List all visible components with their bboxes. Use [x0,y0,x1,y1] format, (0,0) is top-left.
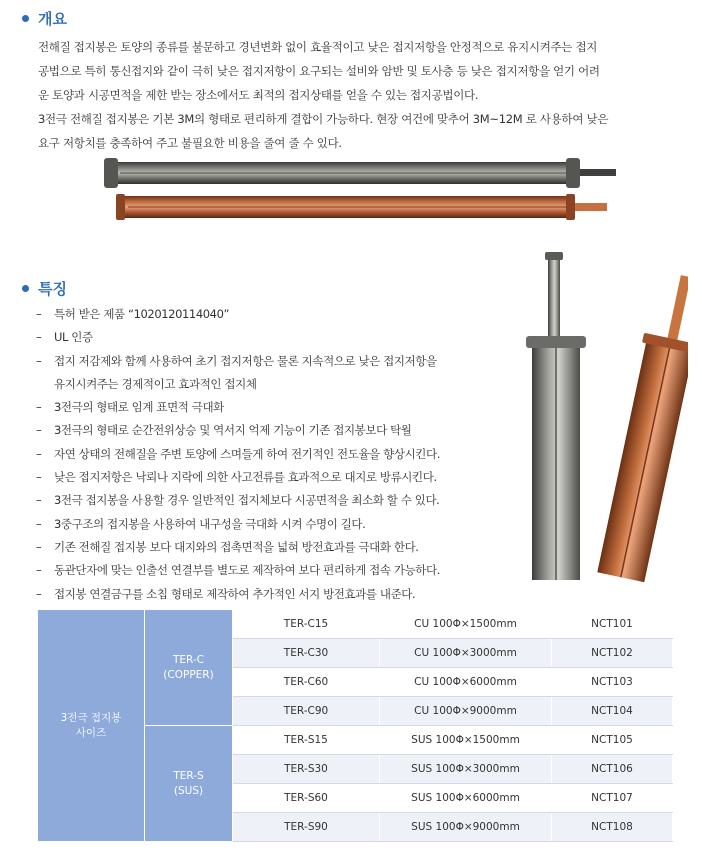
dash-marker: – [36,539,42,554]
code-cell: NCT102 [552,639,673,668]
dash-marker: – [36,353,42,368]
dash-marker: – [36,330,42,345]
group-header-sus [145,726,233,842]
text-line: 운 토양과 시공면적을 제한 받는 장소에서도 최적의 접지상태를 얻을 수 있는 접지공법이다. [38,88,479,102]
dash-marker: – [36,586,42,601]
dash-marker: – [36,423,42,438]
feature-text: 3전극 접지봉을 사용할 경우 일반적인 접지체보다 시공면적을 최소화 할 수 있다. [54,493,440,508]
list-item [36,303,506,326]
list-item [36,326,506,349]
model-cell: TER-C60 [233,668,380,697]
text-line: 공법으로 특히 통신접지와 같이 극히 낮은 접지저항이 요구되는 설비와 암반 및 토사층 등 낮은 접지저항을 얻기 어려 [38,64,600,78]
feature-text: 유지시켜주는 경제적이고 효과적인 접지체 [54,376,257,391]
text-line: 3전극 전해질 접지봉은 기본 3M의 형태로 편리하게 결합이 가능하다. 현장 여건에 맞추어 3M~12M 로 사용하여 낮은 [38,112,609,126]
list-item [36,583,506,606]
list-item [36,350,506,373]
spec-cell: SUS 100Φ×9000mm [380,813,552,842]
feature-text: 자연 상태의 전해질을 주변 토양에 스며들게 하여 전기적인 전도율을 향상시킨다. [54,446,440,461]
code-cell: NCT106 [552,755,673,784]
dash-marker: – [36,470,42,485]
vertical-rods-image [518,248,688,583]
spec-cell: SUS 100Φ×1500mm [380,726,552,755]
header-line: 3전극 접지봉 [60,711,122,724]
dash-marker: – [36,307,42,321]
list-item [36,419,506,442]
group-label-line: (COPPER) [163,668,214,681]
table-row [38,610,673,639]
feature-text: 낮은 접지저항은 낙뢰나 지락에 의한 사고전류를 효과적으로 대지로 방류시킨다. [54,470,437,485]
group-header-copper [145,610,233,726]
group-label-line: TER-C [172,653,205,666]
horizontal-rods-image [100,152,620,232]
spec-cell: CU 100Φ×6000mm [380,668,552,697]
code-cell: NCT107 [552,784,673,813]
bullet-dot-icon [22,285,29,292]
code-cell: NCT104 [552,697,673,726]
spec-cell: CU 100Φ×3000mm [380,639,552,668]
list-item [36,513,506,536]
code-cell: NCT105 [552,726,673,755]
feature-text: 접지봉 연결금구를 소칩 형태로 제작하여 추가적인 서지 방전효과를 내준다. [54,586,416,601]
feature-text: 3전극의 형태로 순간전위상승 및 역서지 억제 기능이 기존 접지봉보다 탁월 [54,423,412,438]
model-cell: TER-C30 [233,639,380,668]
dash-marker: – [36,516,42,531]
code-cell: NCT108 [552,813,673,842]
overview-paragraph-1 [38,35,678,107]
features-heading [22,278,67,299]
spec-cell: CU 100Φ×1500mm [380,610,552,639]
list-item [36,466,506,489]
code-cell: NCT103 [552,668,673,697]
feature-text: 3전극의 형태로 임계 표면적 극대화 [54,400,224,415]
feature-text: 특허 받은 제품 “1020120114040” [54,307,230,321]
text-line: 전해질 접지봉은 토양의 종류를 불문하고 경년변화 없이 효율적이고 낮은 접지저항을 안정적으로 유지시켜주는 접지 [38,40,598,54]
model-cell: TER-S15 [233,726,380,755]
spec-cell: SUS 100Φ×6000mm [380,784,552,813]
code-cell: NCT101 [552,610,673,639]
spec-cell: CU 100Φ×9000mm [380,697,552,726]
model-cell: TER-S90 [233,813,380,842]
overview-paragraph-2 [38,107,678,155]
overview-title: 개요 [38,10,67,28]
spec-cell: SUS 100Φ×3000mm [380,755,552,784]
spec-table [37,609,673,842]
overview-heading [22,8,67,29]
dash-marker: – [36,493,42,508]
list-item [36,489,506,512]
list-item [36,536,506,559]
dash-marker: – [36,400,42,415]
feature-text: UL 인증 [54,330,93,345]
features-list [36,303,506,606]
list-item-continuation [36,373,506,396]
group-label-line: TER-S [173,769,204,782]
dash-marker: – [36,563,42,578]
text-line: 요구 저항치를 충족하여 주고 불필요한 비용을 줄여 줄 수 있다. [38,136,342,150]
feature-text: 동관단자에 맞는 인출선 연결부를 별도로 제작하여 보다 편리하게 접속 가능하다. [54,563,440,578]
bullet-dot-icon [22,15,29,22]
model-cell: TER-S30 [233,755,380,784]
list-item [36,396,506,419]
table-main-header [38,610,145,842]
model-cell: TER-C90 [233,697,380,726]
features-title: 특징 [38,280,67,298]
dash-marker: – [36,446,42,461]
feature-text: 3중구조의 접지봉을 사용하여 내구성을 극대화 시켜 수명이 길다. [54,516,366,531]
header-line: 사이즈 [75,726,107,739]
feature-text: 기존 전해질 접지봉 보다 대지와의 접촉면적을 넓혀 방전효과를 극대화 한다. [54,539,419,554]
model-cell: TER-C15 [233,610,380,639]
group-label-line: (SUS) [173,784,204,797]
feature-text: 접지 저감제와 함께 사용하여 초기 접지저항은 물론 지속적으로 낮은 접지저항을 [54,353,437,368]
list-item [36,443,506,466]
model-cell: TER-S60 [233,784,380,813]
list-item [36,559,506,582]
